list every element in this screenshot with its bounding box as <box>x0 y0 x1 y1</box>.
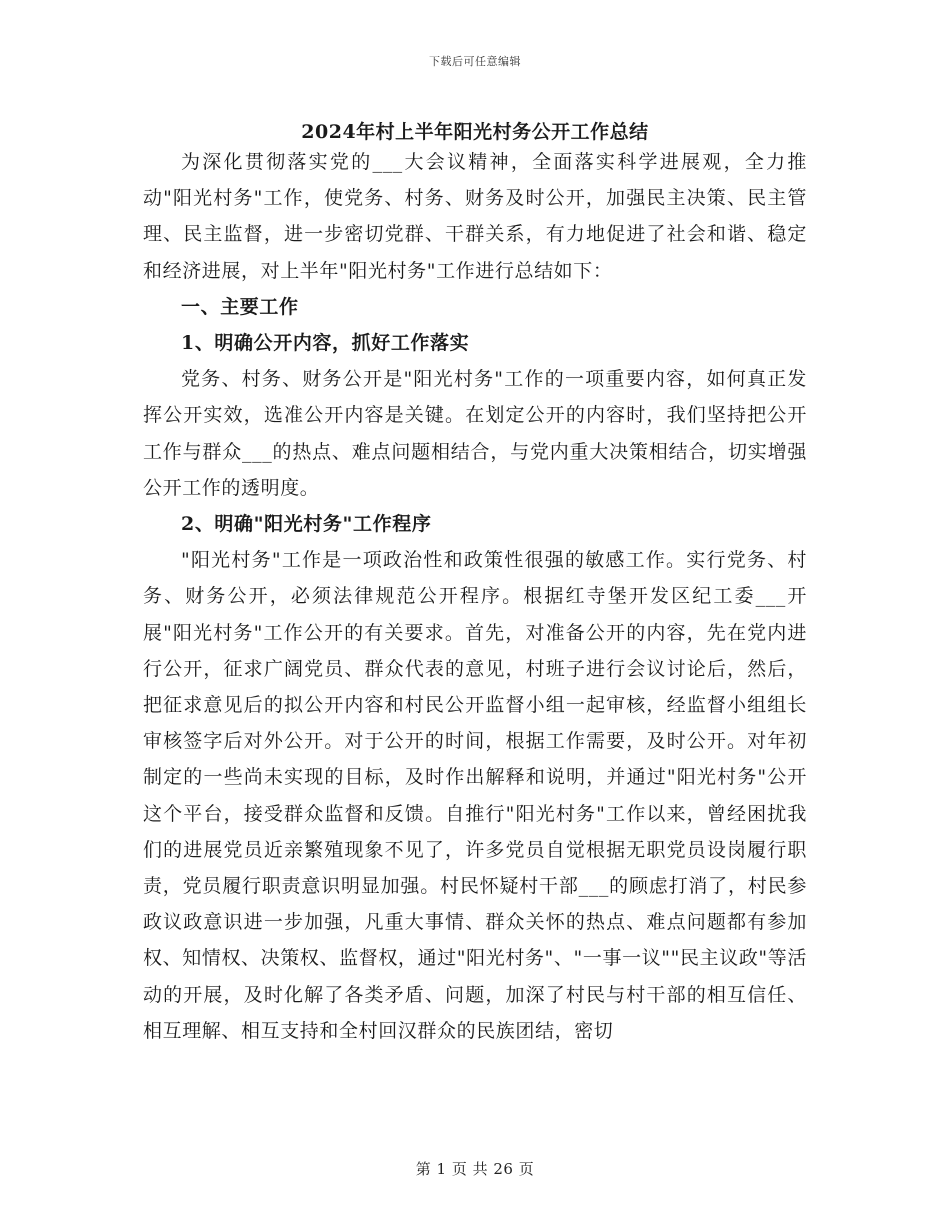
document-title: 2024年村上半年阳光村务公开工作总结 <box>301 121 649 143</box>
subsection-1-paragraph: 党务、村务、财务公开是"阳光村务"工作的一项重要内容，如何真正发挥公开实效，选准公开内容是关键。在划定公开的内容时，我们坚持把公开工作与群众___的热点、难点问题相结合，与党内重大决策相结合，切实增强公开工作的透明度。 <box>143 368 807 499</box>
page-header-note: 下载后可任意编辑 <box>429 55 521 68</box>
subheading-1: 1、明确公开内容，抓好工作落实 <box>181 332 470 355</box>
subheading-2: 2、明确"阳光村务"工作程序 <box>181 513 432 536</box>
intro-paragraph: 为深化贯彻落实党的___大会议精神，全面落实科学进展观，全力推动"阳光村务"工作，使党务、村务、财务及时公开，加强民主决策、民主管理、民主监督，进一步密切党群、干群关系，有力地促进了社会和谐、稳定和经济进展，对上半年"阳光村务"工作进行总结如下： <box>143 151 807 282</box>
document-body <box>143 144 807 1049</box>
page-number-footer: 第 1 页 共 26 页 <box>415 1160 535 1178</box>
section-heading-main-work: 一、主要工作 <box>181 295 299 318</box>
subsection-2-paragraph: "阳光村务"工作是一项政治性和政策性很强的敏感工作。实行党务、村务、财务公开，必须法律规范公开程序。根据红寺堡开发区纪工委___开展"阳光村务"工作公开的有关要求。首先，对准备公开的内容，先在党内进行公开，征求广阔党员、群众代表的意见，村班子进行会议讨论后，然后，把征求意见后的拟公开内容和村民公开监督小组一起审核，经监督小组组长审核签字后对外公开。对于公开的时间，根据工作需要，及时公开。对年初制定的一些尚未实现的目标，及时作出解释和说明，并通过"阳光村务"公开这个平台，接受群众监督和反馈。自推行"阳光村务"工作以来，曾经困扰我们的进展党员近亲繁殖现象不见了，许多党员自觉根据无职党员设岗履行职责，党员履行职责意识明显加强。村民怀疑村干部___的顾虑打消了，村民参政议政意识进一步加强，凡重大事情、群众关怀的热点、难点问题都有参加权、知情权、决策权、监督权，通过"阳光村务"、"一事一议""民主议政"等活动的开展，及时化解了各类矛盾、问题，加深了村民与村干部的相互信任、相互理解、相互支持和全村回汉群众的民族团结，密切 <box>143 549 807 1042</box>
